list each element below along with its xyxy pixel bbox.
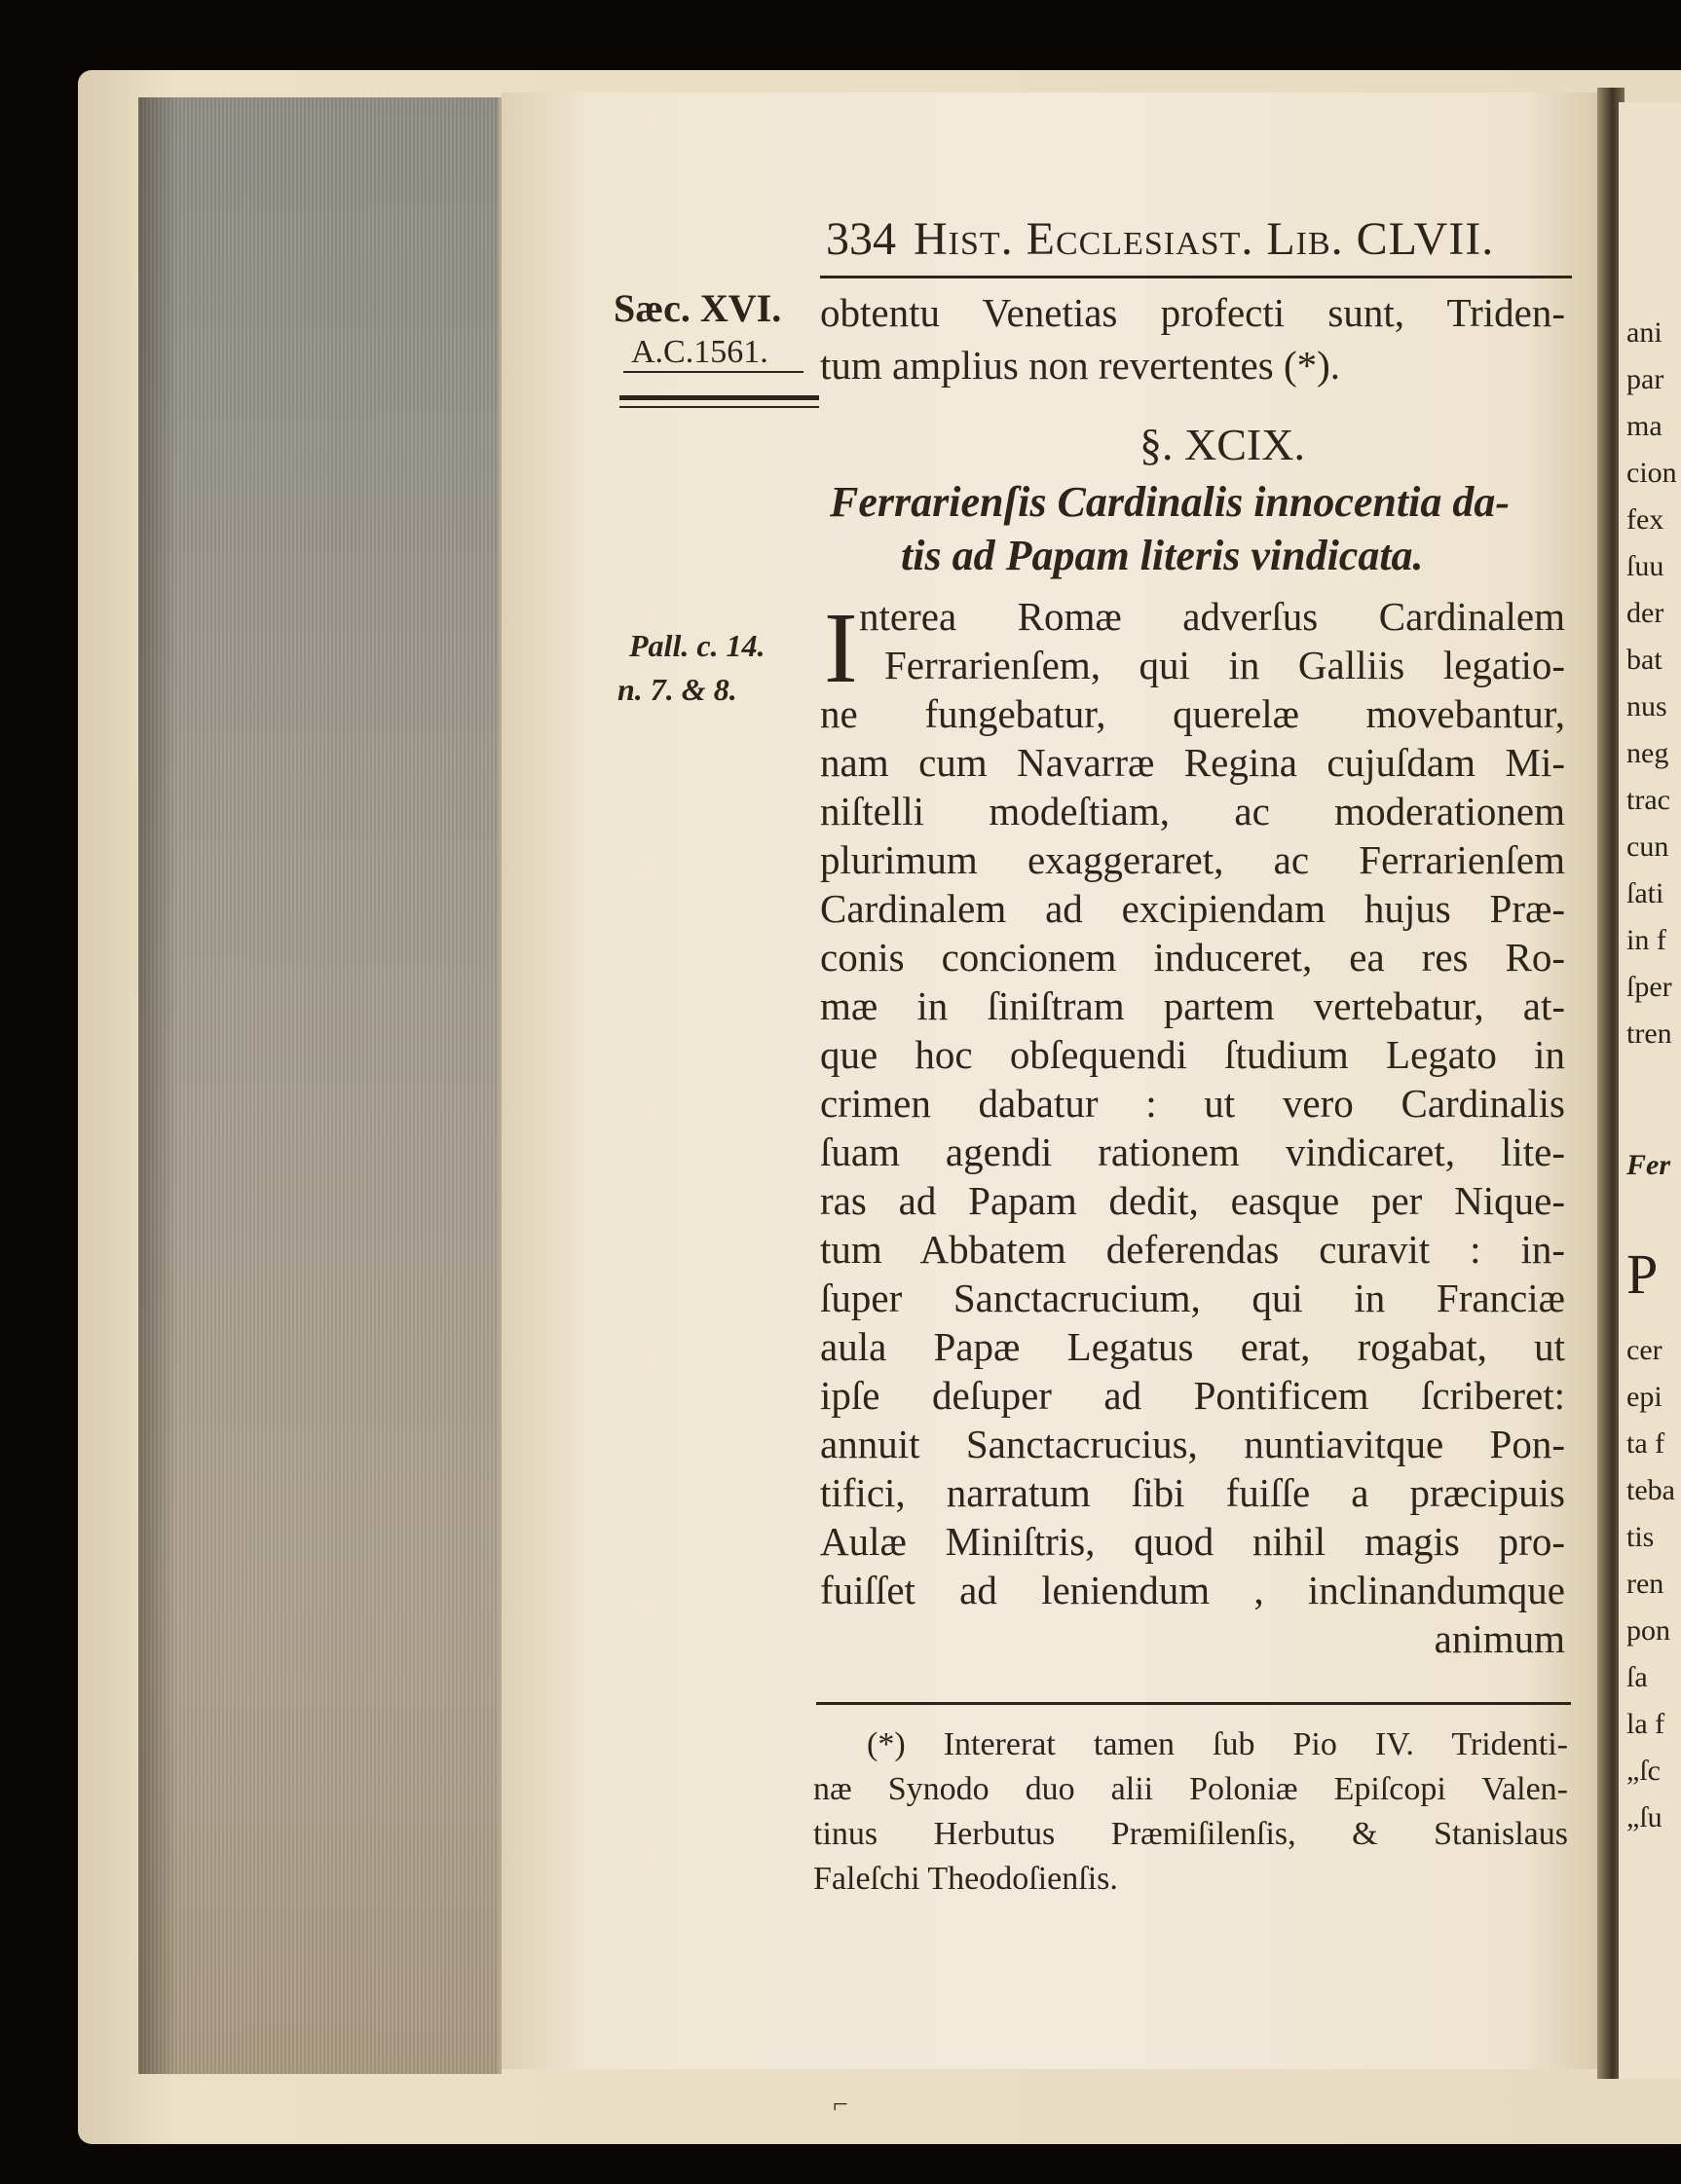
fragment-line: par bbox=[1626, 363, 1664, 395]
footnote-line: (*) Intererat tamen ſub Pio IV. Tridenti- bbox=[867, 1726, 1568, 1762]
text-line: Cardinalem ad excipiendam hujus Præ- bbox=[820, 886, 1565, 931]
text-line: conis concionem induceret, ea res Ro- bbox=[820, 935, 1565, 980]
drop-cap: I bbox=[824, 592, 858, 704]
text-line: obtentu Venetias profecti sunt, Triden- bbox=[820, 290, 1565, 335]
footnote-line: Faleſchi Theodoſienſis. bbox=[813, 1861, 1118, 1897]
text-line: Ferrarienſem, qui in Galliis legatio- bbox=[884, 643, 1565, 687]
text-line: nterea Romæ adverſus Cardinalem bbox=[859, 594, 1565, 639]
fragment-line: ta f bbox=[1626, 1427, 1665, 1460]
fragment-line: P bbox=[1626, 1242, 1659, 1306]
fragment-line: Fer bbox=[1626, 1149, 1670, 1181]
fragment-line: in f bbox=[1626, 924, 1666, 956]
section-number: §. XCIX. bbox=[1139, 420, 1305, 469]
fragment-line: der bbox=[1626, 597, 1664, 629]
margin-anno: A.C.1561. bbox=[631, 334, 768, 370]
fragment-line: nus bbox=[1626, 690, 1667, 722]
text-line: ne fungebatur, querelæ movebantur, bbox=[820, 691, 1565, 736]
fragment-line: la f bbox=[1626, 1708, 1665, 1740]
fragment-line: cun bbox=[1626, 831, 1669, 863]
footnote-rule bbox=[816, 1702, 1571, 1705]
section-title: Ferrarienſis Cardinalis innocentia da- bbox=[830, 478, 1511, 526]
margin-rule bbox=[623, 371, 803, 373]
fragment-line: teba bbox=[1626, 1474, 1675, 1506]
text-line: niſtelli modeſtiam, ac moderationem bbox=[820, 789, 1565, 833]
text-line: aula Papæ Legatus erat, rogabat, ut bbox=[820, 1324, 1565, 1369]
catchword: animum bbox=[1434, 1616, 1565, 1661]
fragment-line: tis bbox=[1626, 1521, 1655, 1553]
fragment-line: fex bbox=[1626, 503, 1664, 536]
text-line: mæ in ſiniſtram partem vertebatur, at- bbox=[820, 983, 1565, 1028]
page-block-shadow bbox=[138, 97, 177, 2074]
fragment-line: bat bbox=[1626, 644, 1662, 676]
text-line: ſuam agendi rationem vindicaret, lite- bbox=[820, 1129, 1565, 1174]
margin-reference: Pall. c. 14. bbox=[629, 628, 766, 663]
fragment-line: epi bbox=[1626, 1381, 1662, 1413]
page-block-edge bbox=[138, 97, 502, 2074]
fragment-line: cer bbox=[1626, 1334, 1662, 1366]
fragment-line: ſper bbox=[1626, 971, 1672, 1003]
fragment-line: ma bbox=[1626, 410, 1662, 442]
footnote-line: næ Synodo duo alii Poloniæ Epiſcopi Valen- bbox=[813, 1771, 1568, 1807]
text-line: fuiſſet ad leniendum , inclinandumque bbox=[820, 1568, 1565, 1612]
text-line: nam cum Navarræ Regina cujuſdam Mi- bbox=[820, 740, 1565, 785]
fragment-line: „ſu bbox=[1626, 1801, 1662, 1833]
text-line: ras ad Papam dedit, easque per Nique- bbox=[820, 1178, 1565, 1223]
text-line: ipſe deſuper ad Pontificem ſcriberet: bbox=[820, 1373, 1565, 1418]
text-line: tifici, narratum ſibi fuiſſe a præcipuis bbox=[820, 1470, 1565, 1515]
text-line: que hoc obſequendi ſtudium Legato in bbox=[820, 1032, 1565, 1077]
text-line: tum amplius non revertentes (*). bbox=[820, 343, 1341, 388]
fragment-line: cion bbox=[1626, 457, 1677, 489]
fragment-line: tren bbox=[1626, 1018, 1672, 1050]
text-line: crimen dabatur : ut vero Cardinalis bbox=[820, 1081, 1565, 1126]
fragment-line: pon bbox=[1626, 1614, 1670, 1647]
margin-saeculum: Sæc. XVI. bbox=[614, 286, 782, 330]
fragment-line: ſa bbox=[1626, 1661, 1648, 1693]
fragment-line: neg bbox=[1626, 737, 1669, 769]
page-number: 334 bbox=[826, 213, 896, 265]
fragment-line: ſuu bbox=[1626, 550, 1664, 582]
margin-reference: n. 7. & 8. bbox=[617, 672, 737, 707]
text-line: tum Abbatem deferendas curavit : in- bbox=[820, 1227, 1565, 1272]
fragment-line: ani bbox=[1626, 316, 1662, 349]
fragment-line: ſati bbox=[1626, 877, 1664, 909]
page-mark: ⌐ bbox=[833, 2090, 848, 2120]
margin-rule-thin bbox=[619, 406, 819, 408]
right-page-fragment bbox=[1619, 102, 1681, 2079]
text-line: annuit Sanctacrucius, nuntiavitque Pon- bbox=[820, 1422, 1565, 1466]
running-title: Hist. Ecclesiast. Lib. CLVII. bbox=[914, 213, 1495, 265]
margin-rule-thick bbox=[619, 395, 819, 400]
section-title: tis ad Papam literis vindicata. bbox=[901, 532, 1424, 579]
fragment-line: trac bbox=[1626, 784, 1670, 816]
fragment-line: ren bbox=[1626, 1568, 1664, 1600]
footnote-line: tinus Herbutus Præmiſilenſis, & Stanislaus bbox=[813, 1816, 1568, 1852]
text-line: Aulæ Miniſtris, quod nihil magis pro- bbox=[820, 1519, 1565, 1564]
header-rule bbox=[820, 276, 1572, 278]
fragment-line: „ſc bbox=[1626, 1755, 1661, 1787]
text-line: ſuper Sanctacrucium, qui in Franciæ bbox=[820, 1276, 1565, 1320]
running-header bbox=[826, 212, 1494, 266]
text-line: plurimum exaggeraret, ac Ferrarienſem bbox=[820, 837, 1565, 882]
